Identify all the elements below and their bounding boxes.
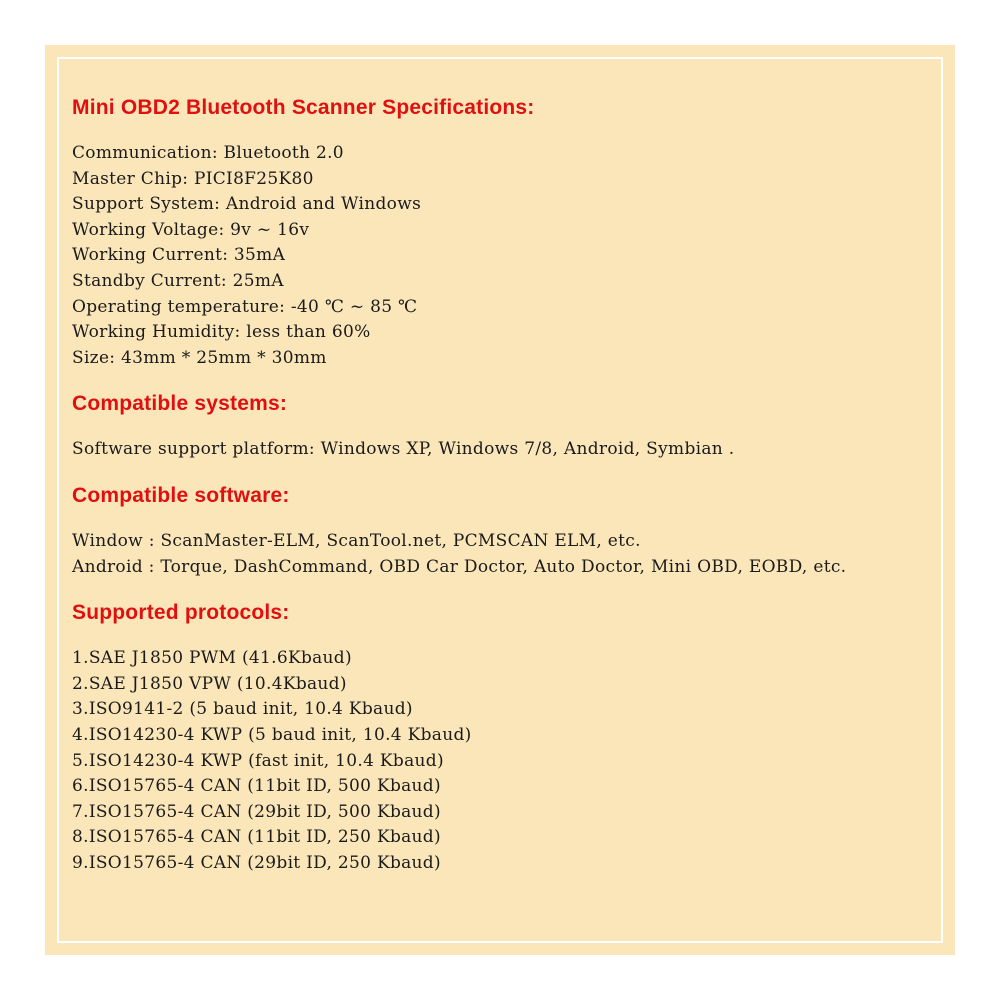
spec-support-system: Support System: Android and Windows	[72, 194, 422, 215]
spec-sheet-panel	[45, 45, 955, 955]
protocol-item: 3.ISO9141-2 (5 baud init, 10.4 Kbaud)	[72, 699, 413, 720]
spec-operating-temperature: Operating temperature: -40 ℃ ~ 85 ℃	[72, 296, 418, 317]
protocol-item: 1.SAE J1850 PWM (41.6Kbaud)	[72, 648, 352, 669]
compatible-software-list	[72, 529, 942, 580]
spec-communication: Communication: Bluetooth 2.0	[72, 143, 344, 163]
spec-standby-current: Standby Current: 25mA	[72, 270, 284, 291]
software-windows-line: Window : ScanMaster-ELM, ScanTool.net, PCMSCAN ELM, etc.	[72, 530, 641, 551]
software-android-line: Android : Torque, DashCommand, OBD Car Doctor, Auto Doctor, Mini OBD, EOBD, etc.	[72, 556, 847, 577]
spec-sheet-content	[72, 91, 942, 876]
spec-size: Size: 43mm * 25mm * 30mm	[72, 347, 327, 368]
spec-working-current: Working Current: 35mA	[72, 245, 286, 266]
specifications-heading: Mini OBD2 Bluetooth Scanner Specifications:	[72, 96, 535, 119]
protocol-item: 6.ISO15765-4 CAN (11bit ID, 500 Kbaud)	[72, 776, 441, 797]
spec-working-voltage: Working Voltage: 9v ~ 16v	[72, 219, 310, 240]
spec-master-chip: Master Chip: PICI8F25K80	[72, 168, 314, 189]
specifications-list	[72, 141, 942, 371]
protocol-item: 8.ISO15765-4 CAN (11bit ID, 250 Kbaud)	[72, 827, 441, 848]
protocol-item: 5.ISO14230-4 KWP (fast init, 10.4 Kbaud)	[72, 750, 444, 771]
systems-platform-line: Software support platform: Windows XP, Windows 7/8, Android, Symbian .	[72, 439, 735, 460]
compatible-systems-heading: Compatible systems:	[72, 392, 288, 416]
supported-protocols-list	[72, 646, 942, 876]
protocol-item: 9.ISO15765-4 CAN (29bit ID, 250 Kbaud)	[72, 852, 441, 873]
protocol-item: 7.ISO15765-4 CAN (29bit ID, 500 Kbaud)	[72, 801, 441, 822]
compatible-systems-list	[72, 437, 942, 463]
protocol-item: 4.ISO14230-4 KWP (5 baud init, 10.4 Kbaud)	[72, 724, 472, 745]
spec-working-humidity: Working Humidity: less than 60%	[72, 322, 371, 343]
protocol-item: 2.SAE J1850 VPW (10.4Kbaud)	[72, 673, 347, 694]
supported-protocols-heading: Supported protocols:	[72, 601, 290, 625]
compatible-software-heading: Compatible software:	[72, 483, 290, 507]
